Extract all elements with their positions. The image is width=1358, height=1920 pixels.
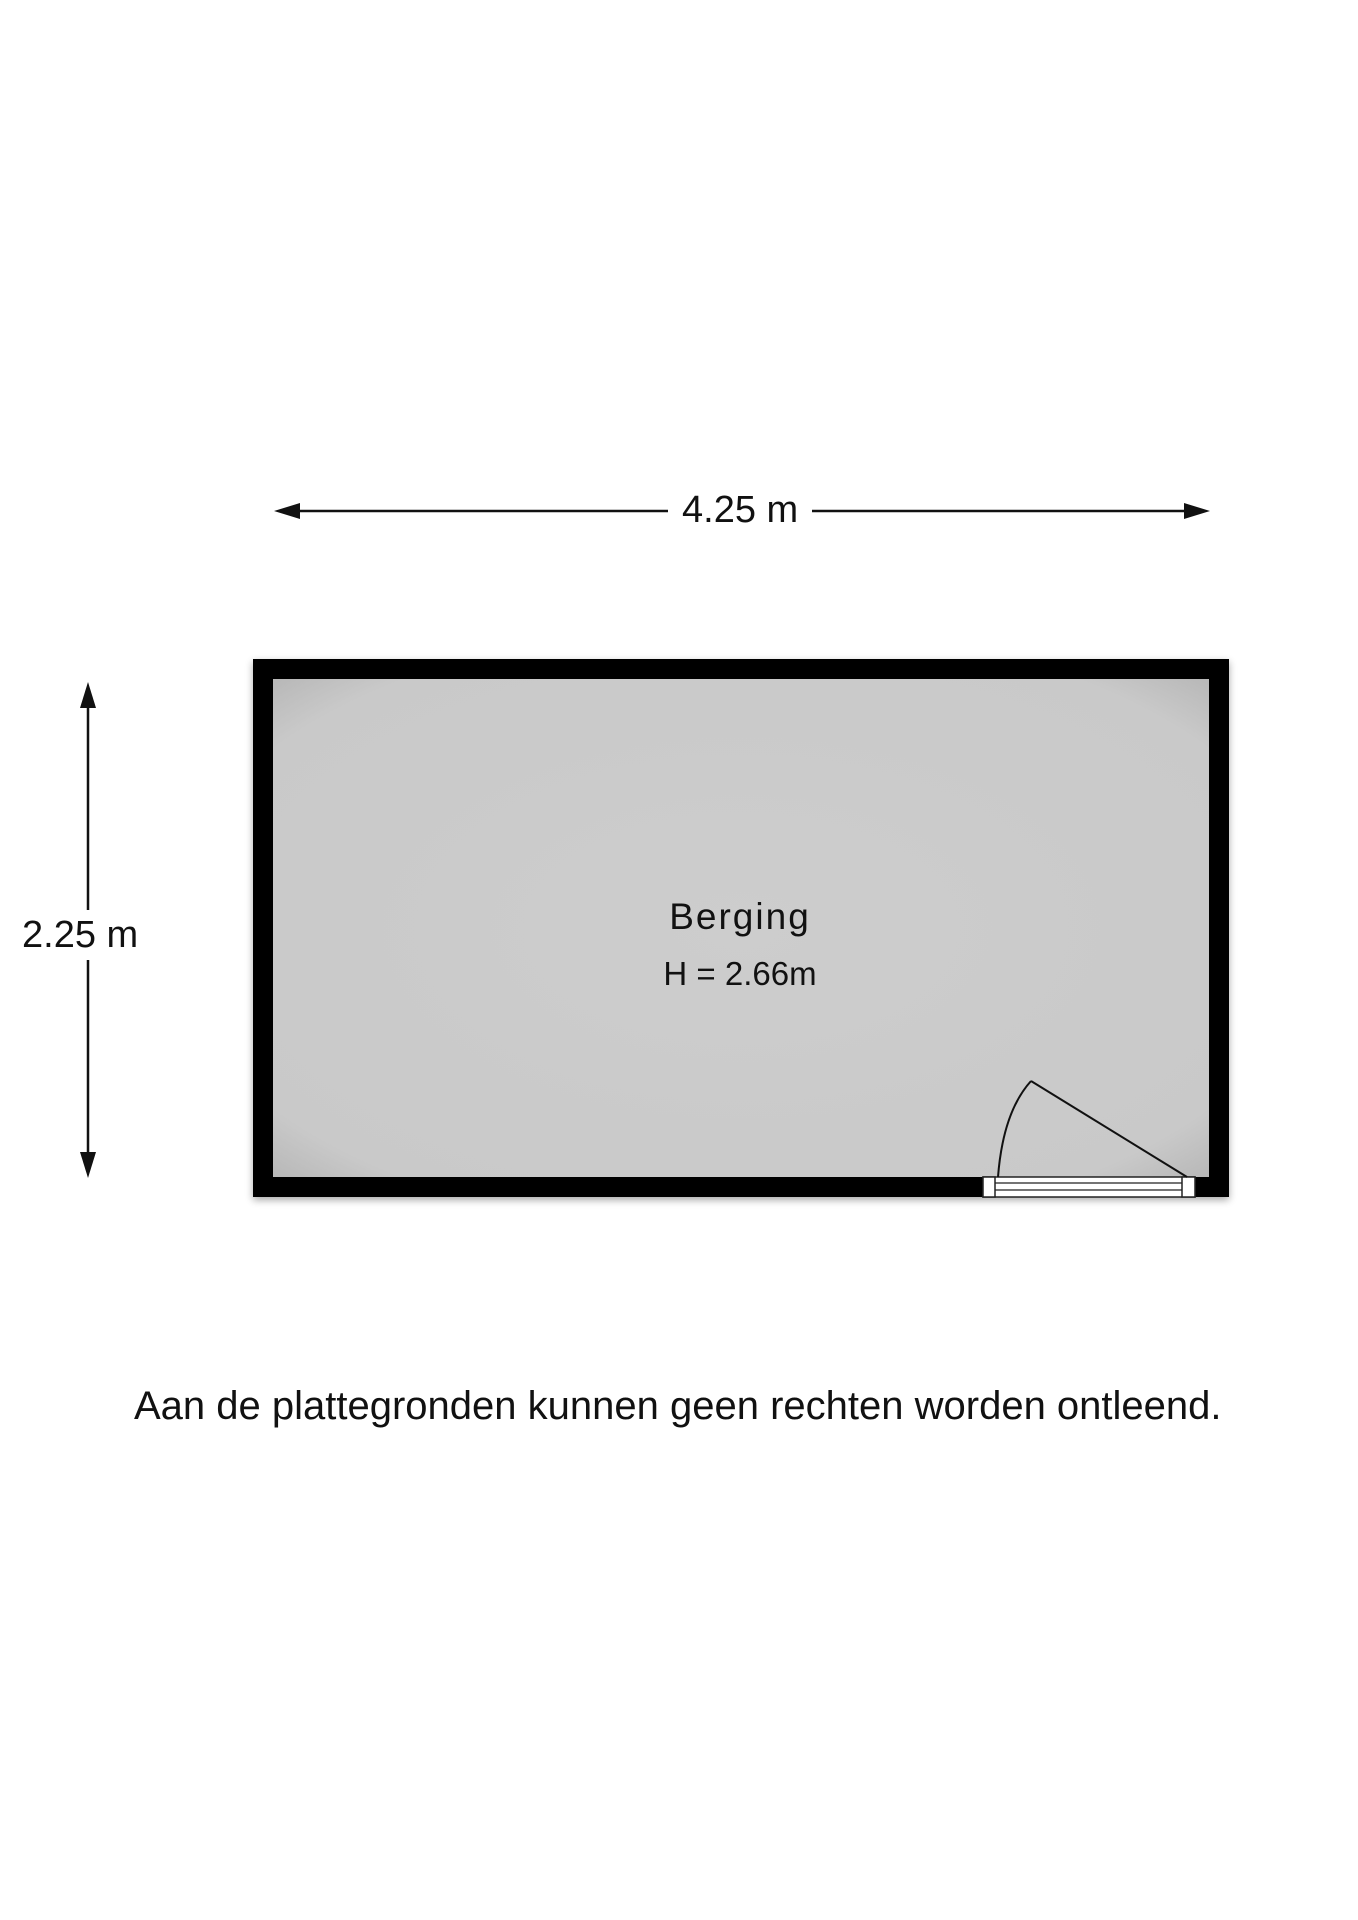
disclaimer-text: Aan de plattegronden kunnen geen rechten worden ontleend.	[134, 1384, 1222, 1428]
height-dimension-label: 2.25 m	[22, 910, 138, 960]
ceiling-height-label: H = 2.66m	[663, 955, 817, 992]
width-dimension-label: 4.25 m	[668, 491, 812, 529]
room-name-label: Berging	[669, 896, 811, 937]
